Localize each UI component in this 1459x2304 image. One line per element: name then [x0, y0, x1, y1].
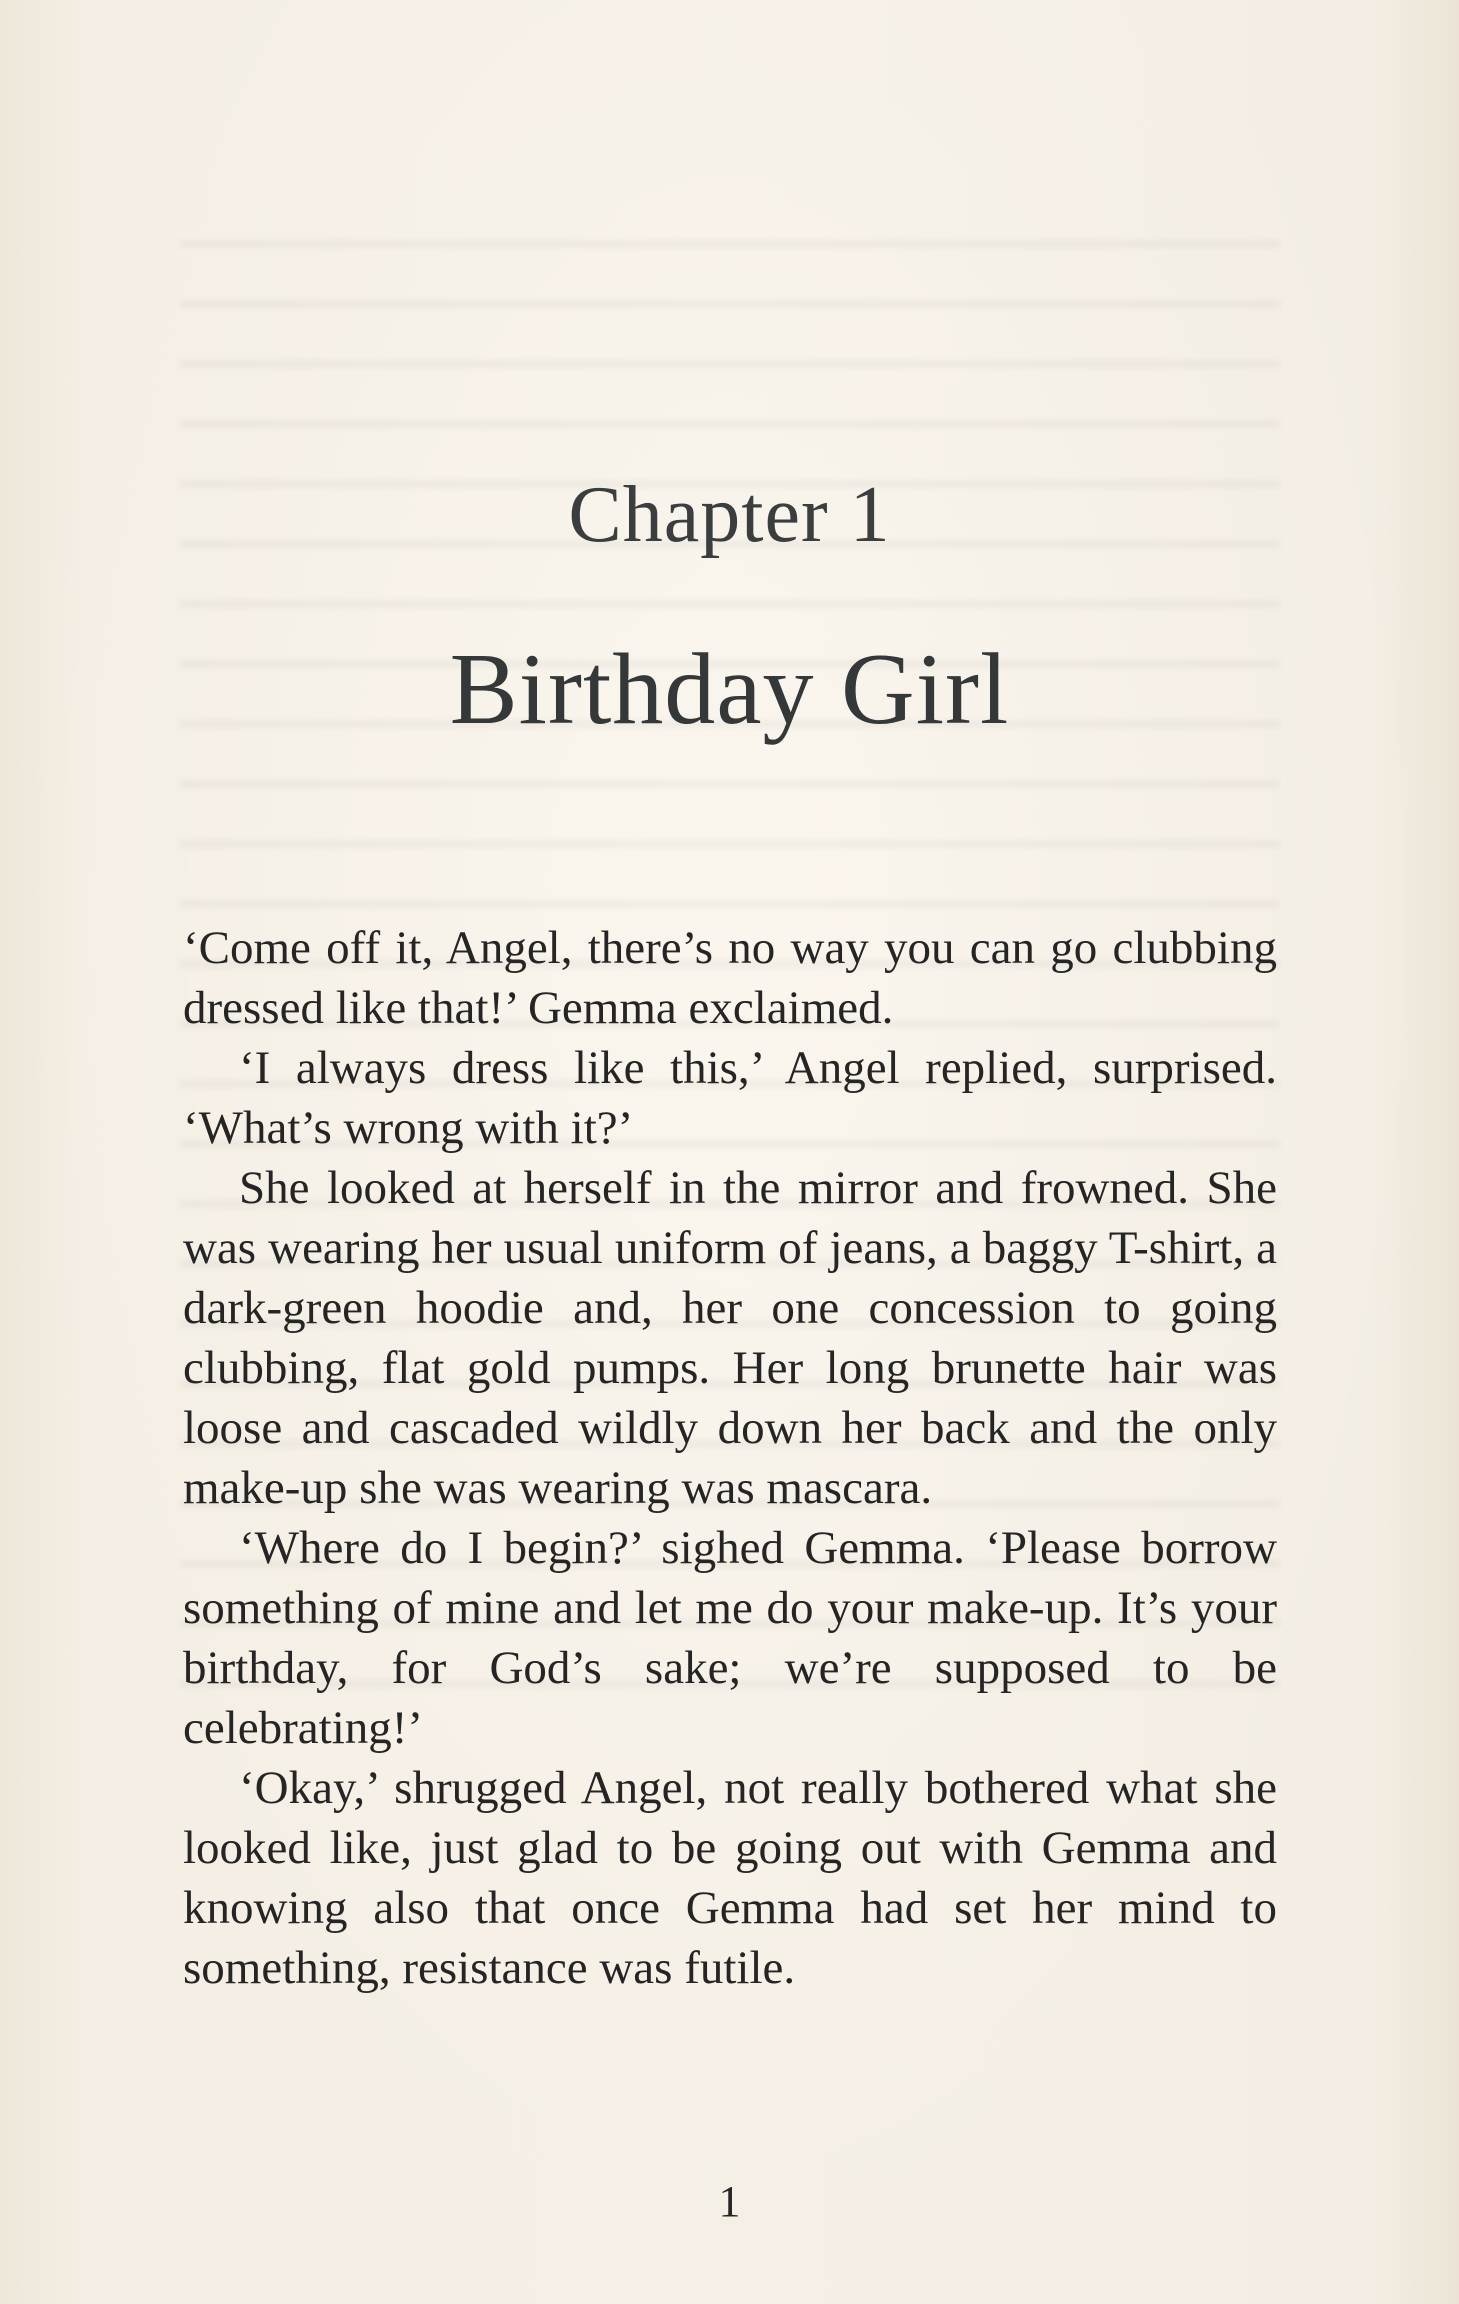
chapter-number: Chapter 1: [568, 471, 891, 559]
chapter-title: Birthday Girl: [449, 633, 1010, 746]
page-number: 1: [718, 2177, 741, 2226]
paragraph: ‘Come off it, Angel, there’s no way you can go clubbing dressed like that!’ Gemma exclaimed.: [183, 922, 1277, 1034]
paragraph: She looked at herself in the mirror and frowned. She was wearing her usual uniform of jeans, a baggy T-shirt, a dark-green hoodie and, her one concession to going clubbing, flat gold pumps. Her long brunette hair was loose and cascaded wildly down her back and the only make-up she was wearing was mascara.: [183, 1162, 1277, 1514]
chapter-body: [183, 918, 1277, 1998]
paragraph: ‘Where do I begin?’ sighed Gemma. ‘Please borrow something of mine and let me do your make-up. It’s your birthday, for God’s sake; we’re supposed to be celebrating!’: [183, 1522, 1277, 1754]
paragraph: ‘Okay,’ shrugged Angel, not really bothered what she looked like, just glad to be going out with Gemma and knowing also that once Gemma had set her mind to something, resistance was futile.: [183, 1762, 1277, 1994]
paragraph: ‘I always dress like this,’ Angel replied, surprised. ‘What’s wrong with it?’: [183, 1042, 1277, 1154]
